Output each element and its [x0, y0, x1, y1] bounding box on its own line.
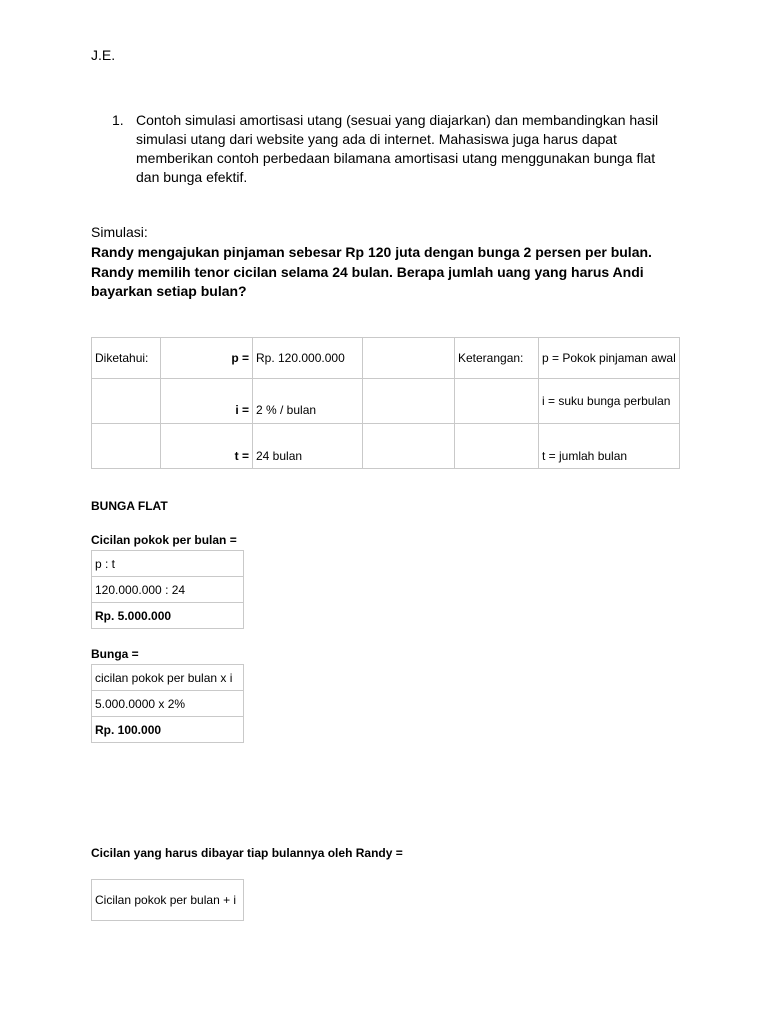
table-row: [92, 665, 244, 691]
author-initials: J.E.: [91, 47, 116, 63]
table-row: [92, 379, 680, 424]
keterangan-label: Keterangan:: [455, 338, 539, 379]
question-number: 1.: [112, 112, 124, 128]
table-row: [92, 577, 244, 603]
table-row: [92, 424, 680, 469]
var-cell: p =: [161, 338, 253, 379]
calculation-cell: 120.000.000 : 24: [92, 577, 244, 603]
bunga-heading: Bunga =: [91, 647, 139, 661]
empty-cell: [363, 424, 455, 469]
cicilan-pokok-box: [91, 550, 244, 629]
formula-cell: cicilan pokok per bulan x i: [92, 665, 244, 691]
var-cell: t =: [161, 424, 253, 469]
table-row: [92, 338, 680, 379]
empty-cell: [92, 379, 161, 424]
table-row: [92, 551, 244, 577]
empty-cell: [455, 424, 539, 469]
bunga-flat-heading: BUNGA FLAT: [91, 499, 168, 513]
calculation-cell: 5.000.0000 x 2%: [92, 691, 244, 717]
empty-cell: [363, 338, 455, 379]
table-row: [92, 691, 244, 717]
var-cell: i =: [161, 379, 253, 424]
empty-cell: [92, 424, 161, 469]
table-row: [92, 880, 244, 921]
value-cell: 2 % / bulan: [253, 379, 363, 424]
cicilan-pokok-heading: Cicilan pokok per bulan =: [91, 533, 237, 547]
diketahui-label: Diketahui:: [92, 338, 161, 379]
note-cell: p = Pokok pinjaman awal: [539, 338, 680, 379]
note-cell: i = suku bunga perbulan: [539, 379, 680, 424]
simulation-label: Simulasi:: [91, 224, 148, 240]
cicilan-total-box: [91, 879, 244, 921]
bunga-box: [91, 664, 244, 743]
empty-cell: [363, 379, 455, 424]
simulation-problem: Randy mengajukan pinjaman sebesar Rp 120 juta dengan bunga 2 persen per bulan. Randy memilih tenor cicilan selama 24 bulan. Berapa jumlah uang yang harus Andi bayarkan setiap bulan?: [91, 244, 652, 299]
table-row: [92, 603, 244, 629]
formula-cell: p : t: [92, 551, 244, 577]
note-cell: t = jumlah bulan: [539, 424, 680, 469]
cicilan-total-heading: Cicilan yang harus dibayar tiap bulannya oleh Randy =: [91, 846, 403, 860]
question-text: Contoh simulasi amortisasi utang (sesuai yang diajarkan) dan membandingkan hasil simulasi utang dari website yang ada di internet. Mahasiswa juga harus dapat memberikan contoh perbedaan bilamana amortisasi utang menggunakan bunga flat dan bunga efektif.: [136, 112, 659, 185]
result-cell: Rp. 100.000: [92, 717, 244, 743]
value-cell: Rp. 120.000.000: [253, 338, 363, 379]
known-values-table: [91, 337, 680, 469]
table-row: [92, 717, 244, 743]
result-cell: Rp. 5.000.000: [92, 603, 244, 629]
empty-cell: [455, 379, 539, 424]
value-cell: 24 bulan: [253, 424, 363, 469]
formula-cell: Cicilan pokok per bulan + i: [92, 880, 244, 921]
